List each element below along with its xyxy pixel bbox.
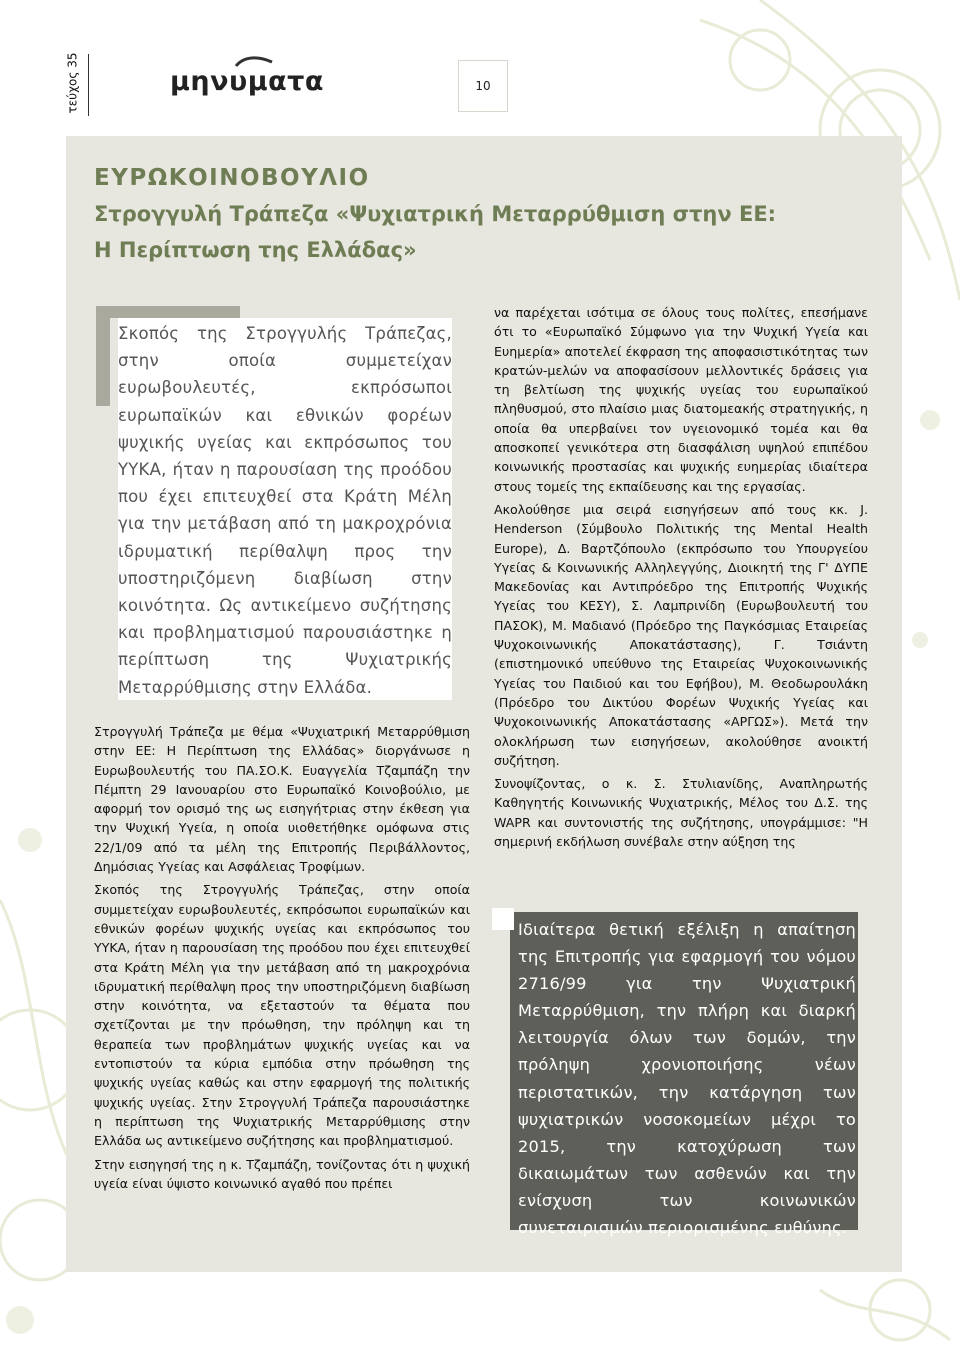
- body-paragraph: να παρέχεται ισότιμα σε όλους τους πολίτες, επεσήμανε ότι το «Ευρωπαϊκό Σύμφωνο για την Ψυχική Υγεία και Ευημερία» αποτελεί έκφραση της αποφασιστικότητας των κρατών-μελών να αποφασίσουν μελλοντικές δράσεις για τη βελτίωση της ψυχικής υγείας του ευρωπαϊκού πληθυσμού, στο πλαίσιο μιας διατομεακής στρατηγικής, η οποία θα υπερβαίνει τον υγειονομικό τομέα και θα αποσκοπεί γενικότερα στη διασφάλιση υψηλού επιπέδου κοινωνικής προστασίας και ψυχικής ευημερίας ιδιαίτερα στους τομείς της εκπαίδευσης και της εργασίας.: [494, 305, 868, 494]
- body-paragraph: Σκοπός της Στρογγυλής Τράπεζας, στην οποία συμμετείχαν ευρωβουλευτές, εκπρόσωποι ευρωπαϊκών και εθνικών φορέων ψυχικής υγείας και εκπρόσωπος του ΥΥΚΑ, ήταν η παρουσίαση της προόδου που έχει επιτευχθεί στα Κράτη Μέλη για την μετάβαση από τη μακροχρόνια ιδρυματική περίθαλψη προς την υποστηριζόμενη διαβίωση στην κοινότητα, να εξεταστούν τα θέματα που σχετίζονται με την πρόωθηση, την πρόληψη και τη θεραπεία των προβλημάτων ψυχικής υγείας και να εντοπιστούν τα κύρια εμπόδια στην πρόωθηση της ψυχικής υγείας καθώς και στην εφαρμογή της πολιτικής ψυχικής υγείας. Στην Στρογγυλή Τράπεζα παρουσιάστηκε η περίπτωση της Ψυχιατρικής Μεταρρύθμισης στην Ελλάδα ως αντικείμενο συζήτησης και προβληματισμού.: [94, 882, 470, 1149]
- article-title-line1: Στρογγυλή Τράπεζα «Ψυχιατρική Μεταρρύθμιση στην ΕΕ:: [94, 202, 777, 226]
- article-title-line2: Η Περίπτωση της Ελλάδας»: [94, 238, 417, 262]
- pull-quote-accent-horizontal: [96, 306, 240, 318]
- left-column: [94, 722, 470, 1197]
- issue-label: [58, 52, 88, 116]
- logo-swoosh-icon: [234, 54, 274, 70]
- header-divider: [88, 54, 89, 116]
- article-heading: [94, 160, 874, 268]
- section-title: ΕΥΡΩΚΟΙΝΟΒΟΥΛΙΟ: [94, 165, 370, 191]
- callout-corner-notch: [492, 908, 514, 930]
- magazine-logo: μηνυματα: [170, 66, 324, 97]
- page-number: 10: [458, 60, 508, 112]
- issue-number: τεύχος 35: [65, 52, 80, 114]
- body-paragraph: Στην εισηγησή της η κ. Τζαμπάζη, τονίζοντας ότι η ψυχική υγεία είναι ύψιστο κοινωνικό αγαθό που πρέπει: [94, 1156, 470, 1191]
- body-paragraph: Ακολούθησε μια σειρά εισηγήσεων από τους κκ. J. Henderson (Σύμβουλο Πολιτικής της Mental Health Europe), Δ. Βαρτζόπουλο (εκπρόσωπο του Υπουργείου Υγείας & Κοινωνικής Αλληλεγγύης, Διοικητή της Γ' ΔΥΠΕ Μακεδονίας και Αντιπρόεδρο της Επιτροπής Ψυχικής Υγείας του ΚΕΣΥ), Σ. Λαμπρινίδη (Ευρωβουλευτή του ΠΑΣΟΚ), Μ. Μαδιανό (Πρόεδρο της Παγκόσμιας Εταιρείας Ψυχοκοινωνικής Αποκατάστασης), Γ. Τσιάντη (επιστημονικό υπεύθυνο της Εταιρείας Ψυχοκοινωνικής Υγείας του Παιδιού και του Εφήβου), Μ. Θεοδωρουλάκη (Πρόεδρο του Δικτύου Φορέων Ψυχικής Υγείας και Ψυχοκοινωνικής Αποκατάστασης «ΑΡΓΩΣ»). Μετά την ολοκλήρωση των εισηγήσεων, ακολούθησε ανοικτή συζήτηση.: [494, 501, 868, 768]
- body-paragraph: Στρογγυλή Τράπεζα με θέμα «Ψυχιατρική Μεταρρύθμιση στην ΕΕ: Η Περίπτωση της Ελλάδας» διοργάνωσε η Ευρωβουλευτής του ΠΑ.ΣΟ.Κ. Ευαγγελία Τζαμπάζη την Πέμπτη 29 Ιανουαρίου στο Ευρωπαϊκό Κοινοβούλιο, με αφορμή τον ορισμό της ως εισηγήτριας στην έκθεση για την Ψυχική Υγεία, η οποία υιοθετήθηκε ομόφωνα στις 22/1/09 από τα μέλη της Επιτροπής Περιβάλλοντος, Δημόσιας Υγείας και Ασφάλειας Τροφίμων.: [94, 724, 470, 875]
- callout-text: Ιδιαίτερα θετική εξέλιξη η απαίτηση της Επιτροπής για εφαρμογή του νόμου 2716/99 για την Ψυχιατρική Μεταρρύθμιση, την πλήρη και διαρκή λειτουργία όλων των δομών, την πρόληψη χρονιοποιήσης νέων περιστατικών, την κατάργηση των ψυχιατρικών νοσοκομείων μέχρι το 2015, την κατοχύρωση των δικαιωμάτων των ασθενών και την ενίσχυση των κοινωνικών συνεταιρισμών περιορισμένης ευθύνης.: [518, 920, 856, 1238]
- body-paragraph: Συνοψίζοντας, ο κ. Σ. Στυλιανίδης, Αναπληρωτής Καθηγητής Κοινωνικής Ψυχιατρικής, Μέλος του Δ.Σ. της WAPR και συντονιστής της συζήτησης, υπογράμμισε: "Η σημερινή εκδήλωση συνέβαλε στην αύξηση της: [494, 776, 868, 850]
- pull-quote-accent-vertical: [96, 306, 110, 406]
- right-column: [494, 303, 868, 855]
- pull-quote-text: Σκοπός της Στρογγυλής Τράπεζας, στην οποία συμμετείχαν ευρωβουλευτές, εκπρόσωποι ευρωπαϊκών και εθνικών φορέων ψυχικής υγείας και εκπρόσωπος του ΥΥΚΑ, ήταν η παρουσίαση της προόδου που έχει επιτευχθεί στα Κράτη Μέλη για την μετάβαση από τη μακροχρόνια ιδρυματική περίθαλψη προς την υποστηριζόμενη διαβίωση στην κοινότητα. Ως αντικείμενο συζήτησης και προβληματισμού παρουσιάστηκε η περίπτωση της Ψυχιατρικής Μεταρρύθμισης στην Ελλάδα.: [118, 324, 452, 697]
